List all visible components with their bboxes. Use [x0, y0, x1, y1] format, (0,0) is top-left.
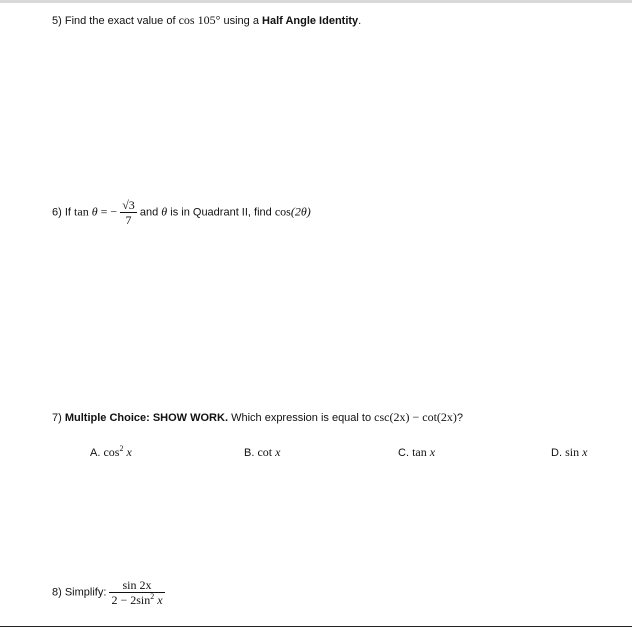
- q6-fraction-denominator: 7: [125, 213, 132, 227]
- q7-question-mark: ?: [456, 412, 464, 424]
- q6-text-a: If: [64, 206, 71, 219]
- q8-fraction-numerator: sin 2x: [109, 578, 164, 593]
- q6-lhs: tan θ = −: [74, 204, 118, 219]
- q7-choice-b: B. cot x: [244, 445, 281, 459]
- q5-text-a: Find the exact value of: [64, 15, 176, 27]
- q6-fraction-numerator: √3: [122, 198, 135, 212]
- q5-period: .: [358, 15, 362, 27]
- top-rule: [0, 0, 632, 3]
- q8-text-a: Simplify:: [64, 586, 107, 599]
- q6-text-c: is in Quadrant II, find: [170, 206, 272, 219]
- q5-bold-phrase: Half Angle Identity: [262, 15, 359, 27]
- q6-number: 6): [52, 206, 62, 219]
- q6-text-b: and: [139, 206, 159, 219]
- question-7: [52, 410, 463, 425]
- q7-number: 7): [52, 412, 62, 424]
- q6-fraction: [120, 198, 137, 227]
- q7-choice-d: D. sin x: [551, 445, 588, 459]
- bottom-rule: [0, 626, 632, 627]
- q7-choice-c: C. tan x: [398, 445, 436, 459]
- q5-expression: cos 105°: [178, 13, 221, 27]
- q6-theta: θ: [161, 204, 168, 219]
- question-6: [52, 198, 311, 227]
- q7-choice-a: A. $\cos^2 x$: [90, 444, 132, 459]
- q6-target: cos(2θ): [274, 204, 311, 219]
- q5-number: 5): [52, 15, 62, 27]
- question-5: [52, 13, 361, 28]
- q8-fraction-denominator: $2 - 2\sin^2$ x: [111, 592, 163, 607]
- question-8: [52, 578, 165, 607]
- q7-expression: csc(2x) − cot(2x): [374, 410, 457, 424]
- q5-text-b: using a: [223, 15, 259, 27]
- q8-fraction: [109, 578, 164, 607]
- q7-text-a: Which expression is equal to: [231, 412, 372, 424]
- q8-number: 8): [52, 586, 62, 599]
- q7-bold-phrase: Multiple Choice: SHOW WORK.: [64, 412, 229, 424]
